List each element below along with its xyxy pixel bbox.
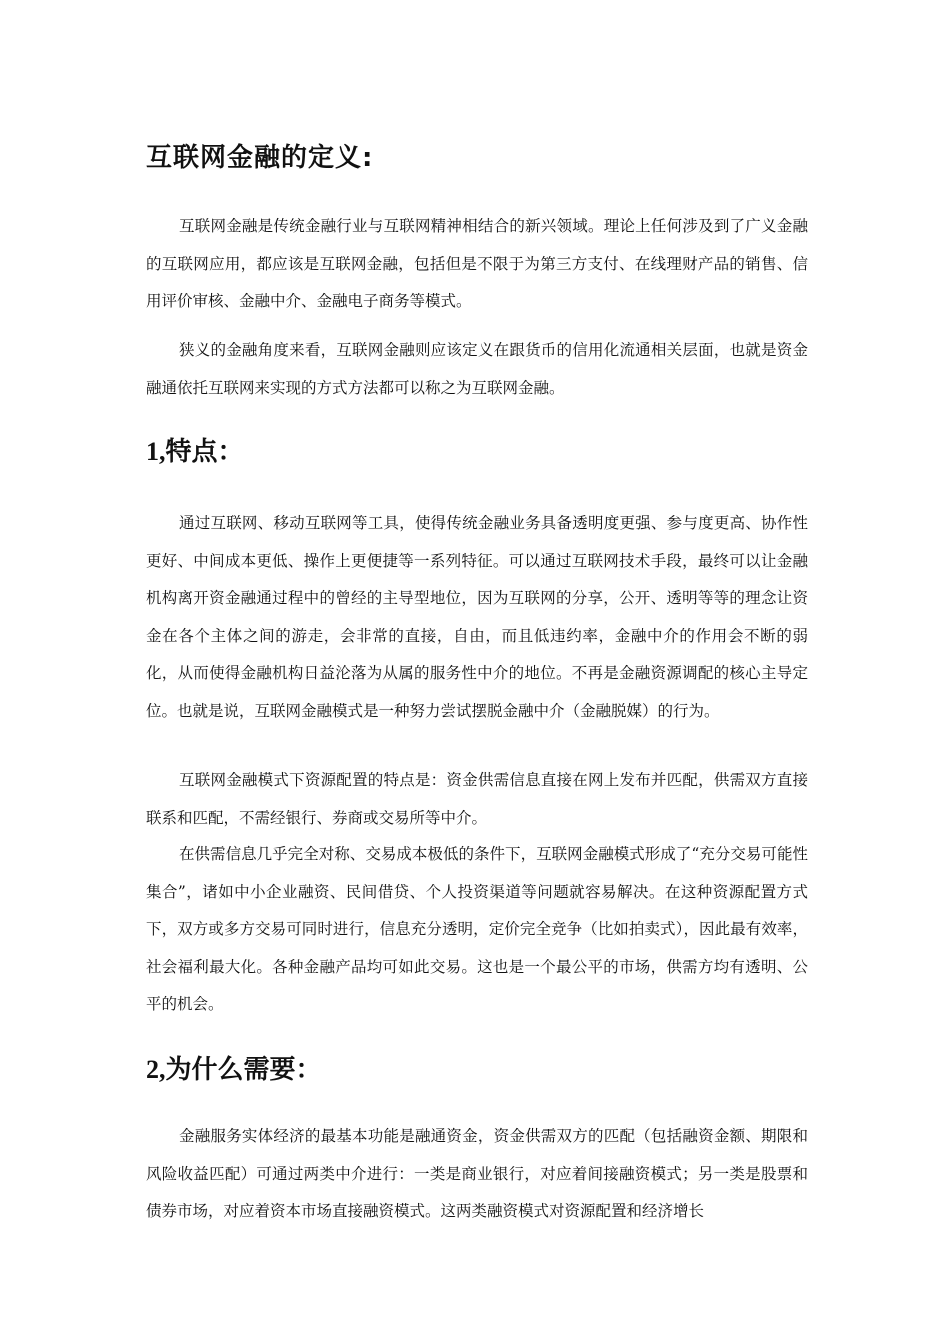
section-2-paragraph-1: 金融服务实体经济的最基本功能是融通资金，资金供需双方的匹配（包括融资金额、期限和风险收益匹配）可通过两类中介进行：一类是商业银行，对应着间接融资模式；另一类是股票和债券市场，对应着资本市场直接融资模式。这两类融资模式对资源配置和经济增长 (146, 1127, 808, 1220)
section-1-paragraph-1: 通过互联网、移动互联网等工具，使得传统金融业务具备透明度更强、参与度更高、协作性更好、中间成本更低、操作上更便捷等一系列特征。可以通过互联网技术手段，最终可以让金融机构离开资金融通过程中的曾经的主导型地位，因为互联网的分享，公开、透明等等的理念让资金在各个主体之间的游走，会非常的直接，自由，而且低违约率，金融中介的作用会不断的弱化，从而使得金融机构日益沦落为从属的服务性中介的地位。不再是金融资源调配的核心主导定位。也就是说，互联网金融模式是一种努力尝试摆脱金融中介（金融脱媒）的行为。 (146, 514, 808, 720)
section-2-number: 2, (146, 1055, 166, 1084)
section-2-label: 为什么需要： (165, 1055, 322, 1085)
section-1-paragraph-2: 互联网金融模式下资源配置的特点是：资金供需信息直接在网上发布并匹配，供需双方直接联系和匹配，不需经银行、券商或交易所等中介。 (146, 771, 808, 827)
section-1-label: 特点： (165, 437, 244, 467)
section-1-paragraph-3: 在供需信息几乎完全对称、交易成本极低的条件下，互联网金融模式形成了“充分交易可能性集合”，诸如中小企业融资、民间借贷、个人投资渠道等问题就容易解决。在这种资源配置方式下，双方或多方交易可同时进行，信息充分透明，定价完全竞争（比如拍卖式），因此最有效率，社会福利最大化。各种金融产品均可如此交易。这也是一个最公平的市场，供需方均有透明、公平的机会。 (146, 845, 808, 1013)
section-1-number: 1, (146, 437, 166, 466)
document-title: 互联网金融的定义: (146, 143, 374, 173)
section-2-heading (146, 1050, 808, 1090)
section-1-heading (146, 432, 808, 472)
definition-paragraph-1: 互联网金融是传统金融行业与互联网精神相结合的新兴领域。理论上任何涉及到了广义金融的互联网应用，都应该是互联网金融，包括但是不限于为第三方支付、在线理财产品的销售、信用评价审核、金融中介、金融电子商务等模式。 (146, 217, 808, 310)
definition-paragraph-2: 狭义的金融角度来看，互联网金融则应该定义在跟货币的信用化流通相关层面，也就是资金融通依托互联网来实现的方式方法都可以称之为互联网金融。 (146, 341, 808, 397)
